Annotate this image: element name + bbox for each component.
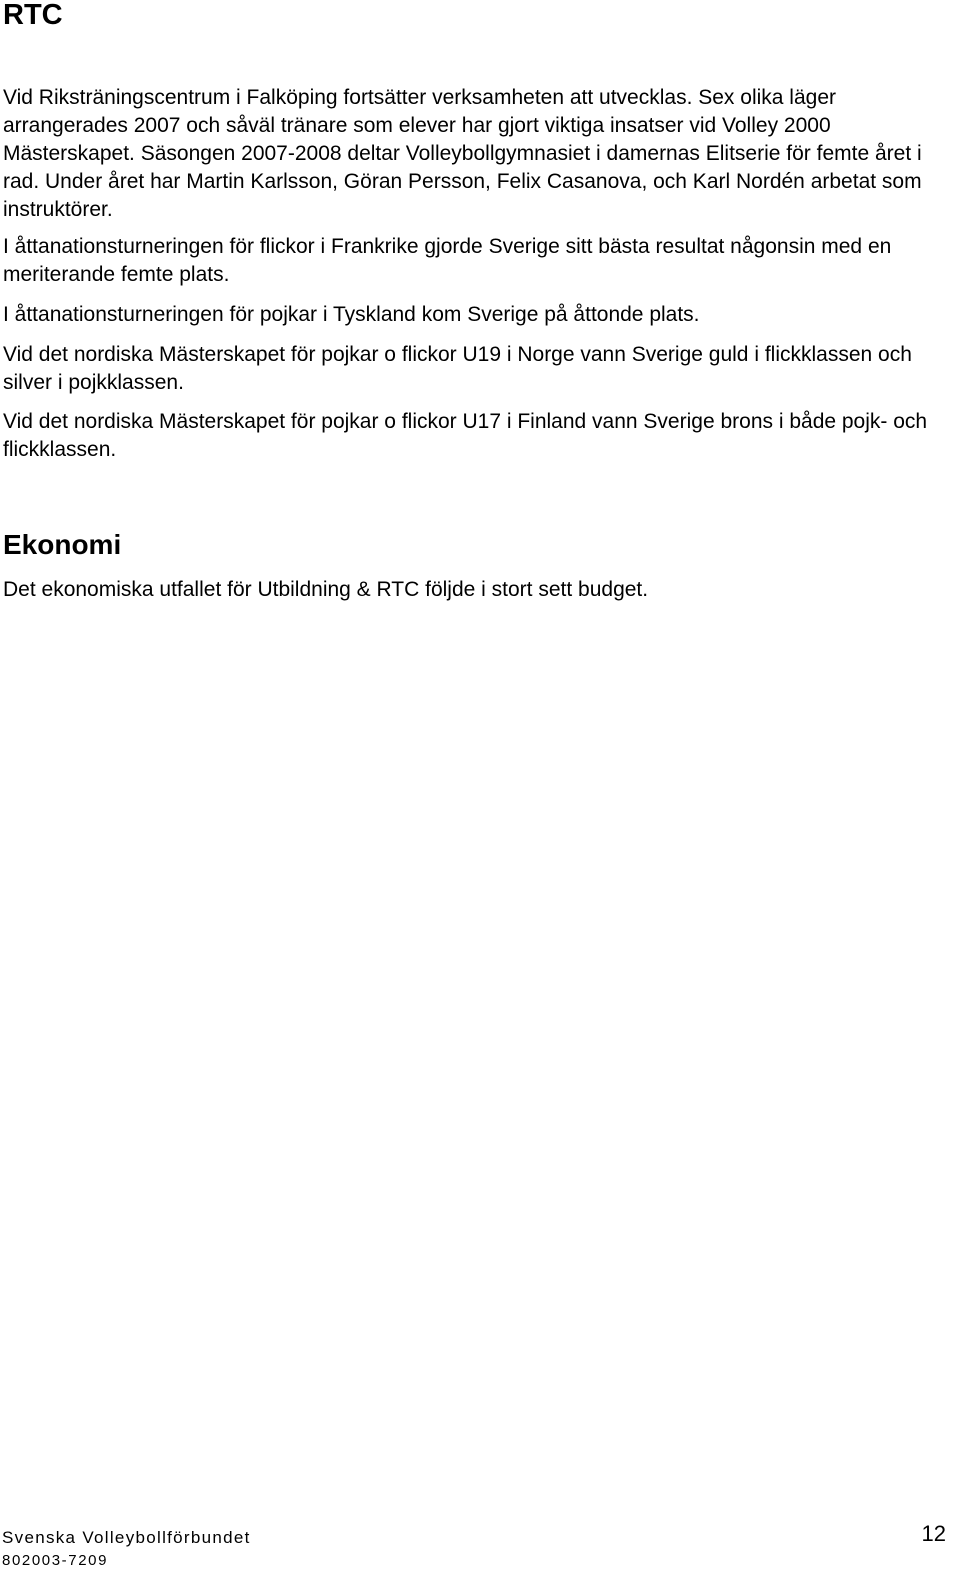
page-number: 12 — [921, 1521, 946, 1546]
paragraph-nordic-u19: Vid det nordiska Mästerskapet för pojkar o flickor U19 i Norge vann Sverige guld i flickklassen och silver i pojkklassen. — [3, 343, 912, 394]
paragraph-girls-france: I åttanationsturneringen för flickor i Frankrike gjorde Sverige sitt bästa resultat någonsin med en meriterande femte plats. — [3, 235, 892, 286]
paragraph-rtc-intro: Vid Riksträningscentrum i Falköping fortsätter verksamheten att utvecklas. Sex olika läger arrangerades 2007 och såväl tränare som elever har gjort viktiga insatser vid Volley 2000 Mästerskapet. Säsongen 2007-2008 deltar Volleybollgymnasiet i damernas Elitserie för femte året i rad. Under året har Martin Karlsson, Göran Persson, Felix Casanova, och Karl Nordén arbetat som instruktörer. — [3, 86, 922, 221]
section-heading-ekonomi: Ekonomi — [3, 529, 122, 560]
section-heading-rtc: RTC — [3, 0, 63, 31]
paragraph-boys-germany: I åttanationsturneringen för pojkar i Tyskland kom Sverige på åttonde plats. — [3, 303, 700, 326]
footer-org-number: 802003-7209 — [2, 1552, 109, 1569]
footer-organization: Svenska Volleybollförbundet — [2, 1528, 251, 1547]
paragraph-nordic-u17: Vid det nordiska Mästerskapet för pojkar o flickor U17 i Finland vann Sverige brons i både pojk- och flickklassen. — [3, 410, 928, 461]
paragraph-ekonomi: Det ekonomiska utfallet för Utbildning & RTC följde i stort sett budget. — [3, 578, 649, 601]
